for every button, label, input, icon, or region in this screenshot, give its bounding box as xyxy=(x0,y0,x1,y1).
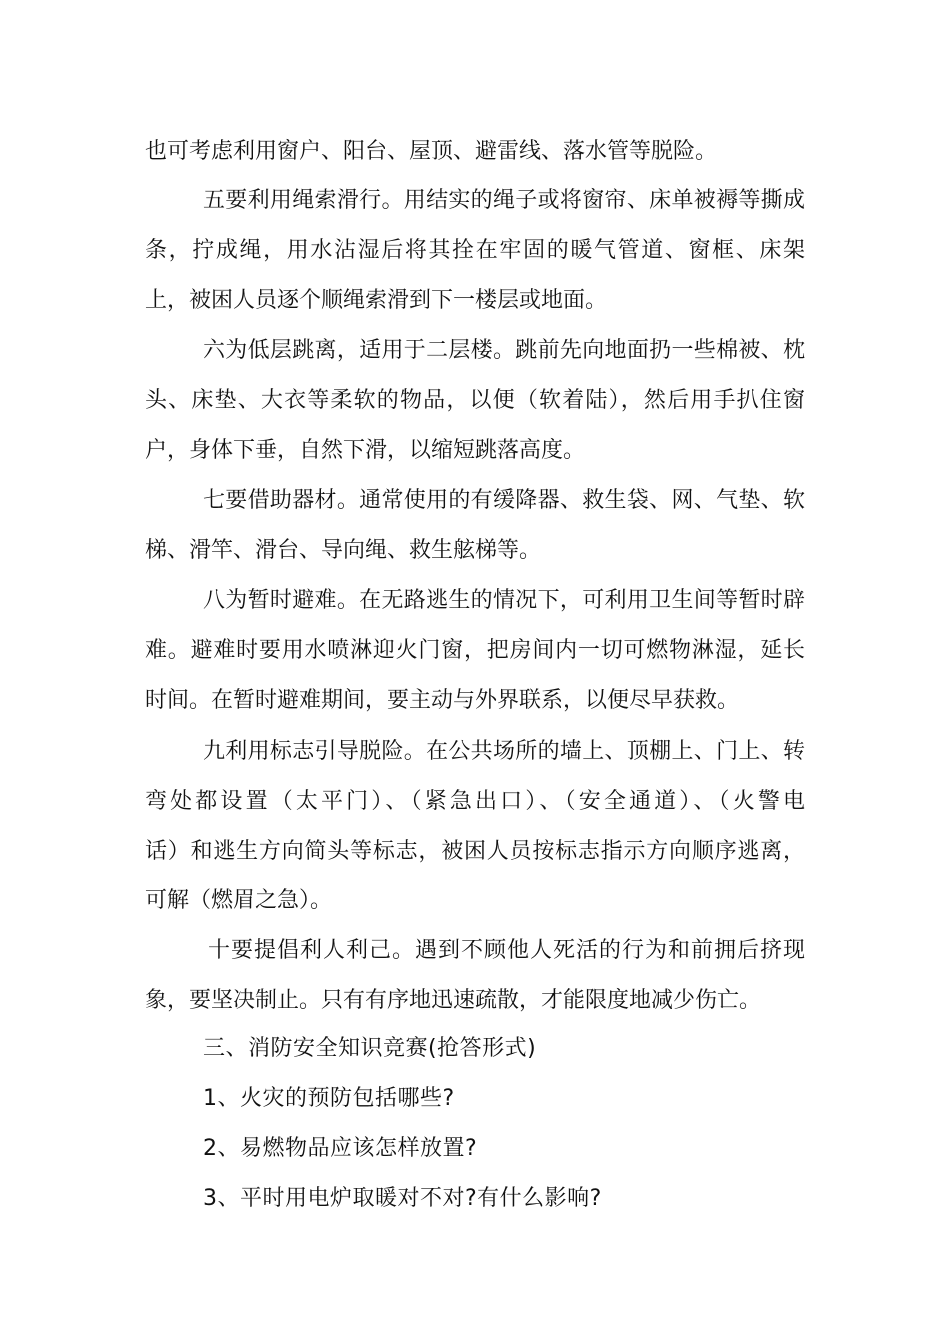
text-line: 可解（燃眉之急）。 xyxy=(145,888,333,913)
text-line: 象，要坚决制止。只有有序地迅速疏散，才能限度地减少伤亡。 xyxy=(145,988,762,1013)
section-heading: 三、消防安全知识竞赛(抢答形式) xyxy=(203,1036,537,1061)
text-line: 户，身体下垂，自然下滑，以缩短跳落高度。 xyxy=(145,438,586,463)
text-line: 话）和逃生方向简头等标志，被困人员按标志指示方向顺序逃离， xyxy=(145,839,805,864)
text-line: 弯处都设置（太平门）、（紧急出口）、（安全通道）、（火警电 xyxy=(145,789,805,814)
text-line: 也可考虑利用窗户、阳台、屋顶、避雷线、落水管等脱险。 xyxy=(145,139,718,164)
question-item: 2、易燃物品应该怎样放置? xyxy=(203,1136,478,1161)
paragraph-first-line: 八为暂时避难。在无路逃生的情况下，可利用卫生间等暂时辟 xyxy=(203,588,805,613)
question-item: 3、平时用电炉取暖对不对?有什么影响? xyxy=(203,1186,602,1211)
paragraph-first-line: 七要借助器材。通常使用的有缓降器、救生袋、网、气垫、软 xyxy=(203,488,805,513)
text-line: 时间。在暂时避难期间，要主动与外界联系，以便尽早获救。 xyxy=(145,688,740,713)
text-line: 条，拧成绳，用水沾湿后将其拴在牢固的暖气管道、窗框、床架 xyxy=(145,238,805,263)
text-line: 上，被困人员逐个顺绳索滑到下一楼层或地面。 xyxy=(145,288,608,313)
text-line: 难。避难时要用水喷淋迎火门窗，把房间内一切可燃物淋湿，延长 xyxy=(145,638,805,663)
paragraph-first-line: 九利用标志引导脱险。在公共场所的墙上、顶棚上、门上、转 xyxy=(203,739,805,764)
paragraph-first-line: 十要提倡利人利己。遇到不顾他人死活的行为和前拥后挤现 xyxy=(208,938,805,963)
text-line: 头、床垫、大衣等柔软的物品，以便（软着陆），然后用手扒住窗 xyxy=(145,388,805,413)
paragraph-first-line: 五要利用绳索滑行。用结实的绳子或将窗帘、床单被褥等撕成 xyxy=(203,188,805,213)
paragraph-first-line: 六为低层跳离，适用于二层楼。跳前先向地面扔一些棉被、枕 xyxy=(203,338,805,363)
text-line: 梯、滑竿、滑台、导向绳、救生舷梯等。 xyxy=(145,538,542,563)
question-item: 1、火灾的预防包括哪些? xyxy=(203,1086,455,1111)
